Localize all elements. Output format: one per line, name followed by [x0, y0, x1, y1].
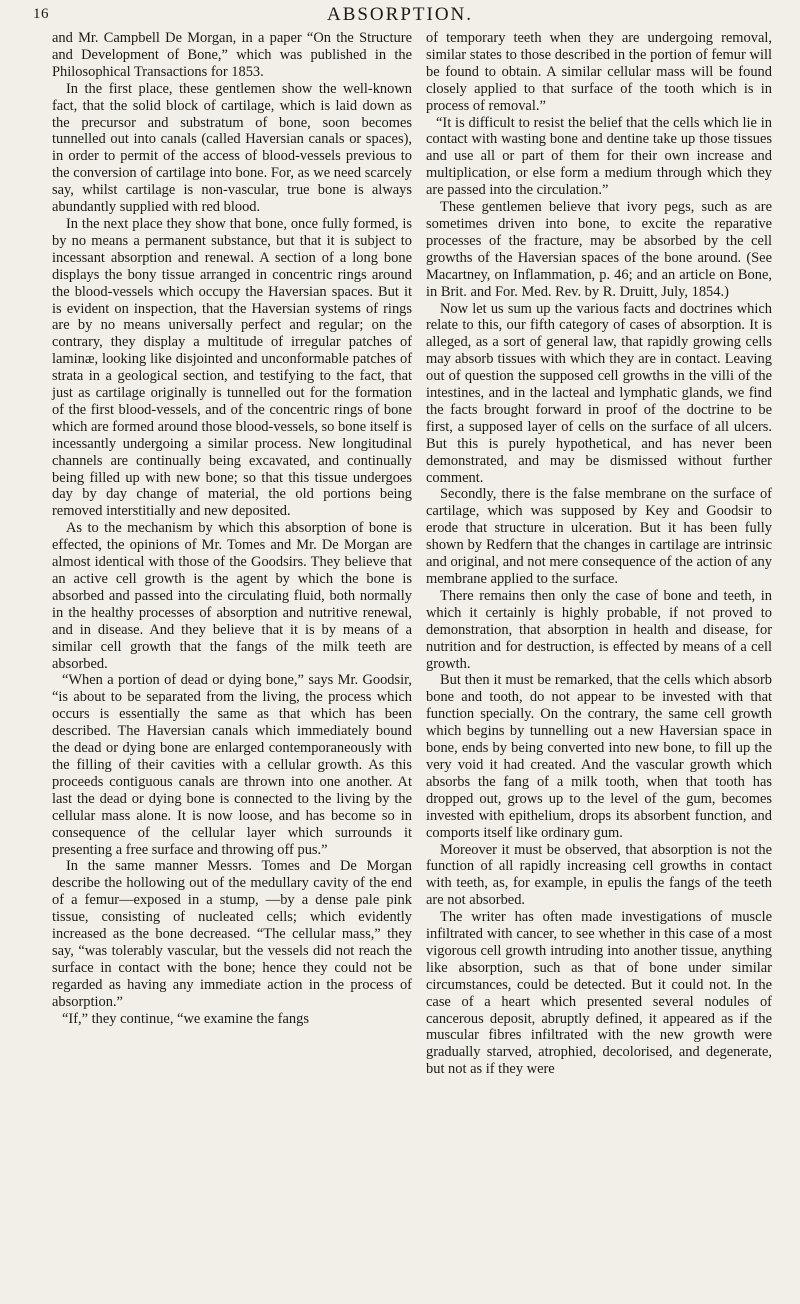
paragraph: The writer has often made investigations of muscle infiltrated with cancer, to see whether in this case of a most vigorous cell growth intruding into another tissue, anything like absorption, such as that of bone under similar circumstances, could be detected. But it could not. In the case of a heart which presented several nodules of cancerous deposit, abruptly defined, it appeared as if the muscular fibres infiltrated with the new growth were gradually starved, atrophied, decolorised, and degenerate, but not as if they were [426, 909, 772, 1078]
running-head [0, 4, 800, 30]
quoted-paragraph: “It is difficult to resist the belief that the cells which lie in contact with wasting bone and dentine take up those tissues and use all or part of them for their own increase and multiplication, or else form a medium through which they are passed into the circulation.” [426, 114, 772, 199]
paragraph: There remains then only the case of bone and teeth, in which it certainly is highly probable, if not proved to demonstration, that absorption in health and disease, for nutrition and for destruction, is effected by means of a cell growth. [426, 587, 772, 672]
paragraph: In the next place they show that bone, once fully formed, is by no means a permanent substance, but that it is subject to incessant absorption and renewal. A section of a long bone displays the bony tissue arranged in concentric rings around the blood-vessels which occupy the Haversian spaces. But it is evident on inspection, that the Haversian systems of rings are by no means universally perfect and regular; on the contrary, they display a multitude of irregular patches of laminæ, looking like disjointed and unconformable patches of strata in a geological section, and testifying to the fact, that just as cartilage originally is tunnelled out for the formation of the first blood-vessels, and of the concentric rings of bone which are formed around those blood-vessels, so bone itself is incessantly undergoing a similar process. New longitudinal channels are continually being excavated, and continually being filled up with new bone; so that this tissue undergoes day by day change of material, the old portions being removed interstitially and new deposited. [52, 215, 412, 520]
quoted-paragraph: “When a portion of dead or dying bone,” says Mr. Goodsir, “is about to be separated from the living, the process which occurs is essentially the same as that which has been described. The Haversian canals which immediately bound the dead or dying bone are enlarged contemporaneously with the filling of their cavities with a cellular growth. As this proceeds contiguous canals are thrown into one another. At last the dead or dying bone is connected to the living by the cellular mass alone. It is now loose, and has become so in consequence of the cellular layer which surrounds it presenting a free surface and throwing off pus.” [52, 672, 412, 858]
paragraph: Moreover it must be observed, that absorption is not the function of all rapidly increasing cell growths in contact with teeth, as, for example, in epulis the fangs of the teeth are not absorbed. [426, 841, 772, 909]
paragraph: and Mr. Campbell De Morgan, in a paper “On the Structure and Development of Bone,” which was published in the Philosophical Transactions for 1853. [52, 30, 412, 80]
paragraph: But then it must be remarked, that the cells which absorb bone and tooth, do not appear to be invested with that function specially. On the contrary, the same cell growth which begins by tunnelling out a new Haversian space in bone, ends by being converted into new bone, to fill up the very void it had created. And the vascular growth which absorbs the fang of a milk tooth, when that tooth has dropped out, grows up to the level of the gum, becomes invested with epithelium, drops its absorbent function, and comports itself like ordinary gum. [426, 672, 772, 841]
paragraph: These gentlemen believe that ivory pegs, such as are sometimes driven into bone, to excite the reparative processes of the fracture, may be absorbed by the cell growths of the Haversian spaces of the bone around. (See Macartney, on Inflammation, p. 46; and an article on Bone, in Brit. and For. Med. Rev. by R. Druitt, July, 1854.) [426, 199, 772, 300]
paragraph: Now let us sum up the various facts and doctrines which relate to this, our fifth category of cases of absorption. It is alleged, as a sort of general law, that rapidly growing cells may absorb tissues with which they are in contact. Leaving out of question the supposed cell growths in the villi of the intestines, and in the lacteal and lymphatic glands, we find the facts brought forward in proof of the doctrine to be first, a supposed layer of cells on the surface of all ulcers. But this is purely hypothetical, and has never been demonstrated, and may be dismissed without further comment. [426, 300, 772, 486]
paragraph: As to the mechanism by which this absorption of bone is effected, the opinions of Mr. Tomes and Mr. De Morgan are almost identical with those of the Goodsirs. They believe that an active cell growth is the agent by which the bone is absorbed and passed into the circulating fluid, both normally in the healthy processes of absorption and nutritive renewal, and in disease. And they believe that it is by means of a similar cell growth that the fangs of the milk teeth are absorbed. [52, 520, 412, 672]
page-number: 16 [33, 6, 49, 22]
paragraph: Secondly, there is the false membrane on the surface of cartilage, which was supposed by Key and Goodsir to erode that structure in ulceration. But it has been fully shown by Redfern that the changes in cartilage are intrinsic and original, and not mere consequence of the action of any membrane applied to the surface. [426, 486, 772, 587]
left-column [52, 30, 412, 1027]
paragraph: In the first place, these gentlemen show the well-known fact, that the solid block of cartilage, which is laid down as the precursor and substratum of bone, soon becomes tunnelled out into canals (called Haversian canals or spaces), in order to permit of the access of blood-vessels previous to the conversion of cartilage into bone. For, as we need scarcely say, whilst cartilage is non-vascular, true bone is always abundantly supplied with red blood. [52, 80, 412, 216]
paragraph: of temporary teeth when they are undergoing removal, similar states to those described in the portion of femur will be found to obtain. A similar cellular mass will be found closely applied to that surface of the tooth which is in process of removal.” [426, 30, 772, 114]
paragraph: In the same manner Messrs. Tomes and De Morgan describe the hollowing out of the medullary cavity of the end of a femur—exposed in a stump, —by a dense pale pink tissue, consisting of nucleated cells; which evidently increased as the bone decreased. “The cellular mass,” they say, “was tolerably vascular, but the vessels did not reach the surface in contact with the bone; hence they could not be regarded as having any immediate action in the process of absorption.” [52, 858, 412, 1010]
quoted-paragraph: “If,” they continue, “we examine the fangs [62, 1010, 309, 1027]
page-header-title: ABSORPTION. [326, 4, 474, 25]
right-column [426, 30, 772, 1078]
